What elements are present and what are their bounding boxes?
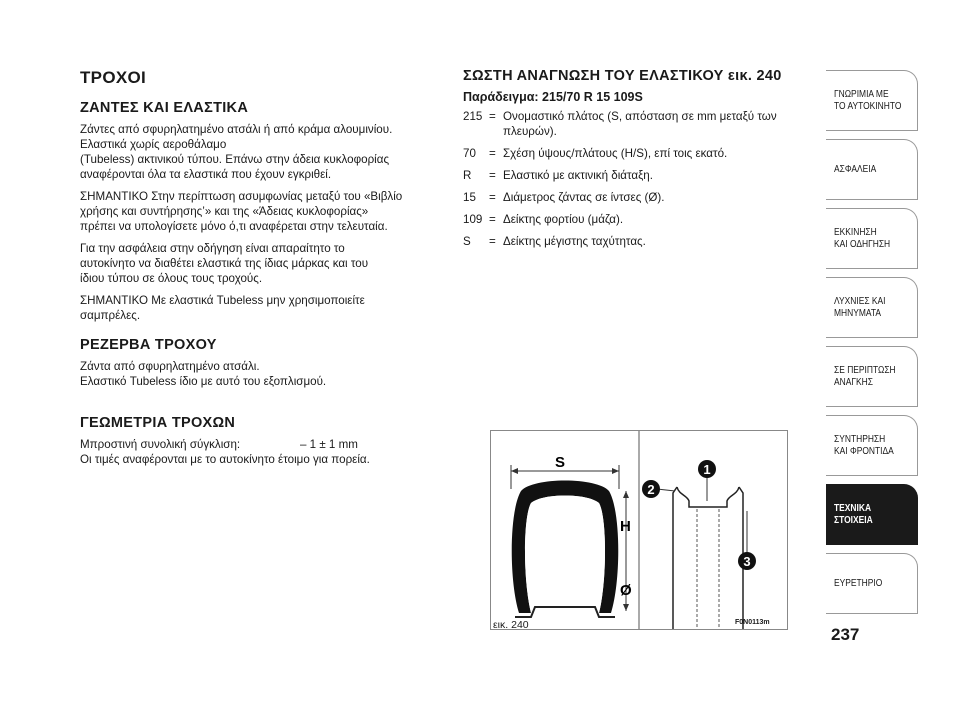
tire-code-row: [463, 234, 808, 249]
tire-code-description: Ονομαστικό πλάτος (S, απόσταση σε mm μεταξύ των πλευρών).: [503, 110, 777, 138]
rim-profile-top: [677, 487, 739, 507]
sidebar-tab[interactable]: [826, 346, 918, 407]
tire-code-description: Ελαστικό με ακτινική διάταξη.: [503, 169, 653, 182]
figure-caption: εικ. 240: [493, 619, 529, 631]
tire-code-description: Δείκτης μέγιστης ταχύτητας.: [503, 235, 646, 248]
sidebar-tab-label: ΓΝΩΡΙΜΙΑ ΜΕ ΤΟ ΑΥΤΟΚΙΝΗΤΟ: [834, 88, 902, 112]
tire-code: 15: [463, 191, 476, 204]
sidebar-tab-label: ΤΕΧΝΙΚΑ ΣΤΟΙΧΕΙΑ: [834, 502, 873, 526]
middle-column: [463, 68, 808, 256]
tire-code: S: [463, 235, 471, 248]
sidebar-tab-label: ΣΥΝΤΗΡΗΣΗ ΚΑΙ ΦΡΟΝΤΙΔΑ: [834, 433, 894, 457]
tire-code-description: Διάμετρος ζάντας σε ίντσες (Ø).: [503, 191, 665, 204]
page-number: 237: [831, 625, 860, 644]
equals-sign: =: [489, 191, 496, 204]
equals-sign: =: [489, 235, 496, 248]
equals-sign: =: [489, 147, 496, 160]
sidebar-tab[interactable]: [826, 484, 918, 545]
tire-example: Παράδειγμα: 215/70 R 15 109S: [463, 90, 643, 104]
tires-paragraph-3: Για την ασφάλεια στην οδήγηση είναι απαραίτητο το αυτοκίνητο να διαθέτει ελαστικά της ίδιας μάρκας και του ίδιου τύπου σε όλους τους τροχούς.: [80, 242, 369, 285]
sidebar-tab[interactable]: [826, 415, 918, 476]
tire-code: 109: [463, 213, 483, 226]
page-title: ΤΡΟΧΟΙ: [80, 68, 147, 87]
sidebar-tab-label: ΣΕ ΠΕΡΙΠΤΩΣΗ ΑΝΑΓΚΗΣ: [834, 364, 896, 388]
s-arrow-left: [511, 468, 518, 474]
geometry-value: – 1 ± 1 mm: [300, 438, 358, 451]
tire-code: R: [463, 169, 472, 182]
h-arrow-top: [623, 491, 629, 498]
tire-code: 215: [463, 110, 483, 123]
sidebar-tab[interactable]: [826, 208, 918, 269]
tire-code-row: [463, 109, 808, 139]
tires-paragraph-4: ΣΗΜΑΝΤΙΚΟ Με ελαστικά Tubeless μην χρησιμοποιείτε σαμπρέλες.: [80, 294, 365, 322]
chapter-index-sidebar: [826, 70, 918, 622]
tire-code-description: Δείκτης φορτίου (μάζα).: [503, 213, 624, 226]
spare-paragraph: Ζάντα από σφυρηλατημένο ατσάλι. Ελαστικό Tubeless ίδιο με αυτό του εξοπλισμού.: [80, 360, 327, 388]
tire-code-row: [463, 168, 808, 183]
label-h: H: [620, 518, 631, 535]
equals-sign: =: [489, 110, 496, 123]
tires-heading: ΖΑΝΤΕΣ ΚΑΙ ΕΛΑΣΤΙΚΑ: [80, 100, 249, 116]
tire-code-row: [463, 212, 808, 227]
tire-code: 70: [463, 147, 476, 160]
sidebar-tab-label: ΑΣΦΑΛΕΙΑ: [834, 163, 877, 175]
tire-code-row: [463, 190, 808, 205]
label-diameter: Ø: [620, 582, 632, 599]
tire-reading-heading: ΣΩΣΤΗ ΑΝΑΓΝΩΣΗ ΤΟΥ ΕΛΑΣΤΙΚΟΥ εικ. 240: [463, 68, 782, 84]
s-arrow-right: [612, 468, 619, 474]
tire-diagram-svg: [491, 431, 787, 629]
label-s: S: [555, 454, 566, 471]
tires-paragraph-1: Ζάντες από σφυρηλατημένο ατσάλι ή από κράμα αλουμινίου. Ελαστικά χωρίς αεροθάλαμο (Tubeless) ακτινικού τύπου. Επάνω στην άδεια κυκλοφορίας αναφέρονται όλα τα ελαστικά που έχουν εγκριθεί.: [80, 123, 393, 181]
sidebar-tab[interactable]: [826, 277, 918, 338]
equals-sign: =: [489, 213, 496, 226]
sidebar-tab[interactable]: [826, 139, 918, 200]
callout-1-label: 1: [703, 462, 711, 477]
callout-3-label: 3: [743, 554, 751, 569]
figure-code: F0N0113m: [735, 619, 770, 626]
tire-code-description: Σχέση ύψους/πλάτους (H/S), επί τοις εκατό.: [503, 147, 728, 160]
sidebar-tab-label: ΛΥΧΝΙΕΣ ΚΑΙ ΜΗΝΥΜΑΤΑ: [834, 295, 886, 319]
tire-diagram: [490, 430, 788, 630]
geometry-row: [80, 437, 440, 452]
geometry-heading: ΓΕΩΜΕΤΡΙΑ ΤΡΟΧΩΝ: [80, 415, 236, 431]
h-arrow-bottom: [623, 604, 629, 611]
equals-sign: =: [489, 169, 496, 182]
tire-code-definitions: [463, 109, 808, 249]
geometry-label: Μπροστινή συνολική σύγκλιση:: [80, 438, 241, 451]
callout-2-label: 2: [647, 482, 655, 497]
sidebar-tab-label: ΕΚΚΙΝΗΣΗ ΚΑΙ ΟΔΗΓΗΣΗ: [834, 226, 891, 250]
sidebar-tab[interactable]: [826, 553, 918, 614]
left-column: [80, 68, 440, 474]
spare-heading: ΡΕΖΕΡΒΑ ΤΡΟΧΟΥ: [80, 337, 217, 353]
sidebar-tab-label: ΕΥΡΕΤΗΡΙΟ: [834, 577, 883, 589]
sidebar-tab[interactable]: [826, 70, 918, 131]
tires-paragraph-2: ΣΗΜΑΝΤΙΚΟ Στην περίπτωση ασυμφωνίας μεταξύ του «Βιβλίο χρήσης και συντήρησης’» και της «Άδειας κυκλοφορίας» πρέπει να υπολογίσετε μόνο ό,τι αναφέρεται στην τελευταία.: [80, 190, 403, 233]
tire-code-row: [463, 146, 808, 161]
tire-inner: [525, 496, 605, 614]
rim-profile-sides: [673, 487, 743, 629]
geometry-note: Οι τιμές αναφέρονται με το αυτοκίνητο έτοιμο για πορεία.: [80, 453, 370, 466]
